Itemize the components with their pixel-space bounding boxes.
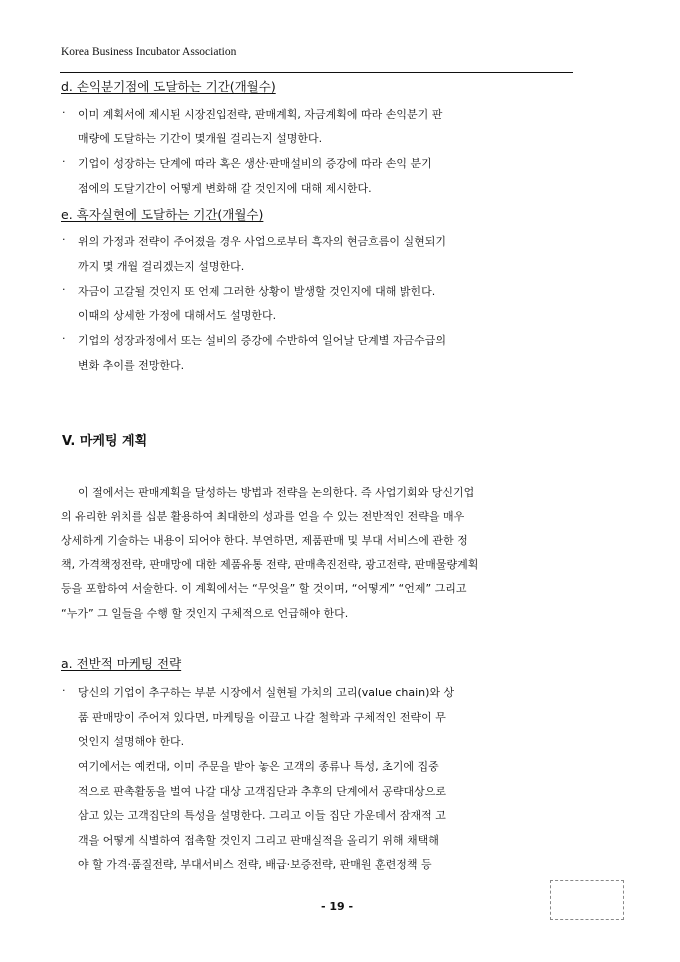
section-a-line-7: 객을 어떻게 식별하여 접촉할 것인지 그리고 판매실적을 올리기 위해 채택해 bbox=[78, 834, 439, 847]
bullet-dot: · bbox=[62, 283, 66, 296]
section-v-para-line-5: 등을 포함하여 서술한다. 이 계획에서는 “무엇을” 할 것이며, “어떻게” “언제” 그리고 bbox=[61, 582, 467, 595]
bullet-dot: · bbox=[62, 106, 66, 119]
section-a-line-4: 여기에서는 예컨대, 이미 주문을 받아 놓은 고객의 종류나 특성, 초기에 집중 bbox=[78, 760, 439, 773]
section-e-bullet-2-line-1: 자금이 고갈될 것인지 또 언제 그러한 상황이 발생할 것인지에 대해 밝힌다. bbox=[78, 285, 436, 298]
section-e-heading: e. 흑자실현에 도달하는 기간(개월수) bbox=[61, 207, 264, 222]
section-d-heading: d. 손익분기점에 도달하는 기간(개월수) bbox=[61, 79, 276, 94]
section-d-bullet-2-line-1: 기업이 성장하는 단계에 따라 혹은 생산·판매설비의 증강에 따라 손익 분기 bbox=[78, 157, 432, 170]
section-v-title: V. 마케팅 계획 bbox=[62, 434, 148, 449]
section-e-bullet-3-line-2: 변화 추이를 전망한다. bbox=[78, 359, 185, 372]
section-a-line-6: 삼고 있는 고객집단의 특성을 설명한다. 그리고 이들 집단 가운데서 잠재적 고 bbox=[78, 809, 446, 822]
section-a-line-2: 품 판매망이 주어져 있다면, 마케팅을 이끌고 나갈 철학과 구체적인 전략이 무 bbox=[78, 711, 446, 724]
bullet-dot: · bbox=[62, 332, 66, 345]
section-d-bullet-1-line-1: 이미 계획서에 제시된 시장진입전략, 판매계획, 자금계획에 따라 손익분기 판 bbox=[78, 108, 443, 121]
section-a-heading: a. 전반적 마케팅 전략 bbox=[61, 656, 182, 671]
bullet-dot: · bbox=[62, 233, 66, 246]
section-e-bullet-3-line-1: 기업의 성장과정에서 또는 설비의 증강에 수반하여 일어날 단계별 자금수급의 bbox=[78, 334, 447, 347]
running-header: Korea Business Incubator Association bbox=[61, 46, 237, 58]
dashed-stamp-box bbox=[550, 880, 624, 920]
section-v-para-line-2: 의 유리한 위치를 십분 활용하여 최대한의 성과를 얻을 수 있는 전반적인 전략을 매우 bbox=[61, 510, 465, 523]
section-a-line-8: 야 할 가격·품질전략, 부대서비스 전략, 배급·보증전략, 판매원 훈련정책 등 bbox=[78, 858, 432, 871]
section-a-line-5: 적으로 판촉활동을 벌여 나갈 대상 고객집단과 추후의 단계에서 공략대상으로 bbox=[78, 785, 447, 798]
section-e-bullet-1-line-1: 위의 가정과 전략이 주어졌을 경우 사업으로부터 흑자의 현금흐름이 실현되기 bbox=[78, 235, 447, 248]
page-number: - 19 - bbox=[321, 900, 354, 913]
section-e-bullet-1-line-2: 까지 몇 개월 걸리겠는지 설명한다. bbox=[78, 260, 245, 273]
section-v-para-line-3: 상세하게 기술하는 내용이 되어야 한다. 부연하면, 제품판매 및 부대 서비스에 관한 정 bbox=[61, 534, 468, 547]
section-v-para-line-6: “누가” 그 일들을 수행 할 것인지 구체적으로 언급해야 한다. bbox=[61, 607, 349, 620]
bullet-dot: · bbox=[62, 684, 66, 697]
section-d-bullet-1-line-2: 매량에 도달하는 기간이 몇개월 걸리는지 설명한다. bbox=[78, 132, 323, 145]
header-divider bbox=[60, 72, 573, 73]
section-v-para-line-1: 이 절에서는 판매계획을 달성하는 방법과 전략을 논의한다. 즉 사업기회와 당신기업 bbox=[78, 486, 475, 499]
bullet-dot: · bbox=[62, 155, 66, 168]
section-d-bullet-2-line-2: 점에의 도달기간이 어떻게 변화해 갈 것인지에 대해 제시한다. bbox=[78, 182, 372, 195]
section-v-para-line-4: 책, 가격책정전략, 판매망에 대한 제품유통 전략, 판매촉진전략, 광고전략, 판매물량계획 bbox=[61, 558, 479, 571]
section-a-line-1: 당신의 기업이 추구하는 부분 시장에서 실현될 가치의 고리(value chain)와 상 bbox=[78, 686, 455, 699]
section-a-line-3: 엇인지 설명해야 한다. bbox=[78, 735, 185, 748]
section-e-bullet-2-line-2: 이때의 상세한 가정에 대해서도 설명한다. bbox=[78, 309, 277, 322]
